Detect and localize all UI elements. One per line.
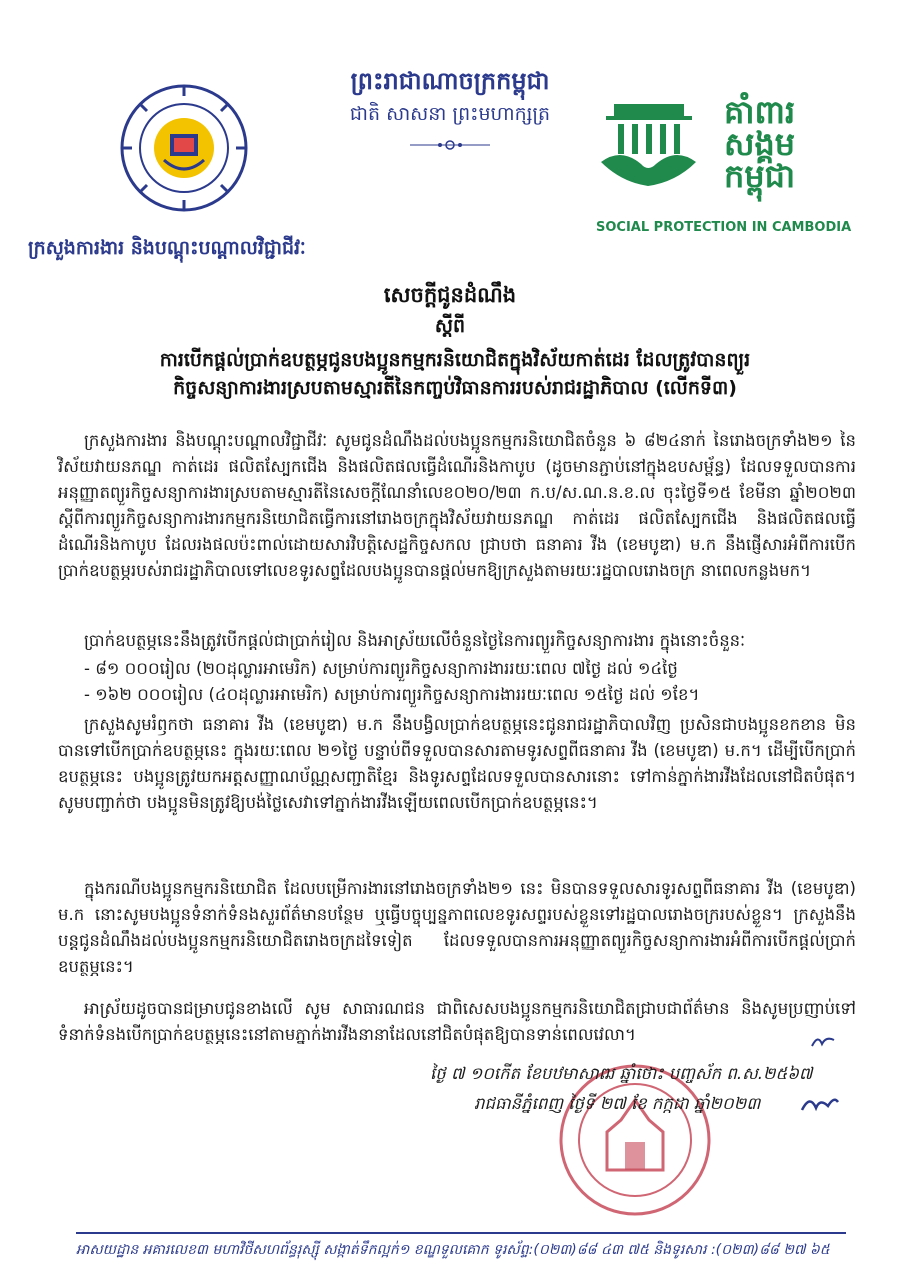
social-protection-logo bbox=[596, 93, 852, 246]
paragraph-3: ក្រសួងសូមរំឭកថា ធនាគារ វីង (ខេមបូឌា) ម.ក នឹងបង្វិលប្រាក់ឧបត្ថម្ភនេះជូនរាជរដ្ឋាភិបាលវិញ ប្រសិនជាបងប្អូនខកខាន មិនបានទៅបើកប្រាក់ឧបត្ថម្ភនេះ ក្នុងរយៈពេល ២១ថ្ងៃ បន្ទាប់ពីទទួលបានសារតាមទូរសព្ទពីធនាគារ វីង (ខេមបូឌា) ម.ក។ ដើម្បីបើកប្រាក់ឧបត្ថម្ភនេះ បងប្អូនត្រូវយកអត្តសញ្ញាណប័ណ្ណសញ្ជាតិខ្មែរ និងទូរសព្ទដែលទទួលបានសារនោះ ទៅកាន់ភ្នាក់ងារវីងដែលនៅជិតបំផុត។ សូមបញ្ជាក់ថា បងប្អូនមិនត្រូវឱ្យបង់ថ្លៃសេវាទៅភ្នាក់ងារវីងឡើយពេលបើកប្រាក់ឧបត្ថម្ភនេះ។ bbox=[58, 715, 856, 812]
amount-item-2: - ១៦២ ០០០រៀល (៤០ដុល្លារអាមេរិក) សម្រាប់ការព្យួរកិច្ចសន្យាការងាររយៈពេល ១៥ថ្ងៃ ដល់ ១ខែ។ bbox=[84, 685, 700, 704]
lunar-date: ថ្ងៃ ៧ ១០កើត ខែបឋមាសាឍ ឆ្នាំថោះ បញ្ចស័ក ព.ស.២៥៦៧ bbox=[430, 1064, 813, 1083]
document-title: សេចក្តីជូនដំណឹង bbox=[383, 283, 517, 307]
paragraph-2: ប្រាក់ឧបត្ថម្ភនេះនឹងត្រូវបើកផ្តល់ជាប្រាក់រៀល និងអាស្រ័យលើចំនួនថ្ងៃនៃការព្យួរកិច្ចសន្យាការងារ ក្នុងនោះចំនួនៈ bbox=[84, 631, 746, 650]
initial-mark-icon bbox=[810, 1032, 836, 1052]
paragraph-5: អាស្រ័យដូចបានជម្រាបជូនខាងលើ សូម សាធារណជន ជាពិសេសបងប្អូនកម្មករនិយោជិតជ្រាបជាព័ត៌មាន និងសូមប្រញាប់ទៅទំនាក់ទំនងបើកប្រាក់ឧបត្ថម្ភនេះនៅតាមភ្នាក់ងារវីងនានាដែលនៅជិតបំផុតឱ្យបានទាន់ពេលវេលា។ bbox=[58, 999, 856, 1044]
subject-line-2: កិច្ចសន្យាការងារស្របតាមស្មារតីនៃកញ្ចប់វិធានការរបស់រាជរដ្ឋាភិបាល (លើកទី៣) bbox=[173, 377, 737, 399]
ornament-divider-icon bbox=[410, 138, 490, 152]
ministry-name: ក្រសួងការងារ និងបណ្តុះបណ្តាលវិជ្ជាជីវៈ bbox=[28, 237, 306, 259]
national-motto: ជាតិ សាសនា ព្រះមហាក្សត្រ bbox=[349, 103, 551, 125]
footer-divider bbox=[76, 1232, 846, 1234]
paragraph-4: ក្នុងករណីបងប្អូនកម្មករនិយោជិត ដែលបម្រើការងារនៅរោងចក្រទាំង២១ នេះ មិនបានទទួលសារទូរសព្ទពីធនាគារ វីង (ខេមបូឌា) ម.ក នោះសូមបងប្អូនទំនាក់ទំនងសួរព័ត៌មានបន្ថែម ឬធ្វើបច្ចុប្បន្នភាពលេខទូរសព្ទរបស់ខ្លួនទៅរដ្ឋបាលរោងចក្ររបស់ខ្លួន។ ក្រសួងនឹងបន្តជូនដំណឹងដល់បងប្អូនកម្មករនិយោជិតរោងចក្រដទៃទៀត ដែលទទួលបានការអនុញ្ញាតព្យួរកិច្ចសន្យាការងារអំពីការបើកផ្តល់ប្រាក់ឧបត្ថម្ភនេះ។ bbox=[58, 879, 856, 976]
sp-english-name: SOCIAL PROTECTION IN CAMBODIA bbox=[596, 220, 852, 235]
sp-khmer-line-1: គាំពារ bbox=[724, 93, 796, 131]
social-protection-icon bbox=[596, 102, 701, 192]
signature-mark-icon bbox=[800, 1090, 840, 1120]
sp-khmer-line-2: សង្គម bbox=[724, 125, 796, 163]
ministry-seal-icon bbox=[118, 82, 250, 214]
paragraph-1: ក្រសួងការងារ និងបណ្តុះបណ្តាលវិជ្ជាជីវៈ សូមជូនដំណឹងដល់បងប្អូនកម្មករនិយោជិតចំនួន ៦ ៨២៤នាក់ នៃរោងចក្រទាំង២១ នៃវិស័យវាយនភណ្ឌ កាត់ដេរ ផលិតស្បែកជើង និងផលិតផលធ្វើដំណើរនិងកាបូប (ដូចមានភ្ជាប់នៅក្នុងឧបសម្ព័ន្ធ) ដែលទទួលបានការអនុញ្ញាតព្យួរកិច្ចសន្យាការងារស្របតាមស្មារតីនៃសេចក្តីណែនាំលេខ០២០/២៣ ក.ប/ស.ណ.ន.ខ.ល ចុះថ្ងៃទី១៥ ខែមីនា ឆ្នាំ២០២៣ ស្តីពីការព្យួរកិច្ចសន្យាការងារកម្មករនិយោជិតធ្វើការនៅរោងចក្រក្នុងវិស័យវាយនភណ្ឌ កាត់ដេរ ផលិតស្បែកជើង និងផលិតផលធ្វើដំណើរនិងកាបូប ដែលរងផលប៉ះពាល់ដោយសារវិបត្តិសេដ្ឋកិច្ចសកល ជ្រាបថា ធនាគារ វីង (ខេមបូឌា) ម.ក នឹងផ្ញើសារអំពីការបើកប្រាក់ឧបត្ថម្ភរបស់រាជរដ្ឋាភិបាលទៅលេខទូរសព្ទដែលបងប្អូនបានផ្តល់មកឱ្យក្រសួងតាមរយៈរដ្ឋបាលរោងចក្រ នាពេលកន្លងមក។ bbox=[58, 431, 856, 580]
amount-item-1: - ៨១ ០០០រៀល (២០ដុល្លារអាមេរិក) សម្រាប់ការព្យួរកិច្ចសន្យាការងាររយៈពេល ៧ថ្ងៃ ដល់ ១៤ថ្ងៃ bbox=[84, 659, 678, 678]
sp-khmer-line-3: កម្ពុជា bbox=[724, 157, 796, 195]
kingdom-title: ព្រះរាជាណាចក្រកម្ពុជា bbox=[350, 67, 550, 95]
subject-line-1: ការបើកផ្តល់ប្រាក់ឧបត្ថម្ភជូនបងប្អូនកម្មករនិយោជិតក្នុងវិស័យកាត់ដេរ ដែលត្រូវបានព្យួរ bbox=[159, 349, 751, 371]
document-title-sub: ស្តីពី bbox=[434, 315, 466, 337]
footer-address: អាសយដ្ឋាន អគារលេខ៣ មហាវិថីសហព័ន្ធរុស្ស៊ី សង្កាត់ទឹកល្អក់១ ខណ្ឌទួលគោក ទូរស័ព្ទ:(០២៣)៨៨ ៤៣ ៧៥ និងទូរសារ :(០២៣)៨៨ ២៧ ៦៥ bbox=[76, 1242, 830, 1258]
place-date: រាជធានីភ្នំពេញ ថ្ងៃទី ២៧ ខែ កក្កដា ឆ្នាំ២០២៣ bbox=[474, 1094, 761, 1113]
